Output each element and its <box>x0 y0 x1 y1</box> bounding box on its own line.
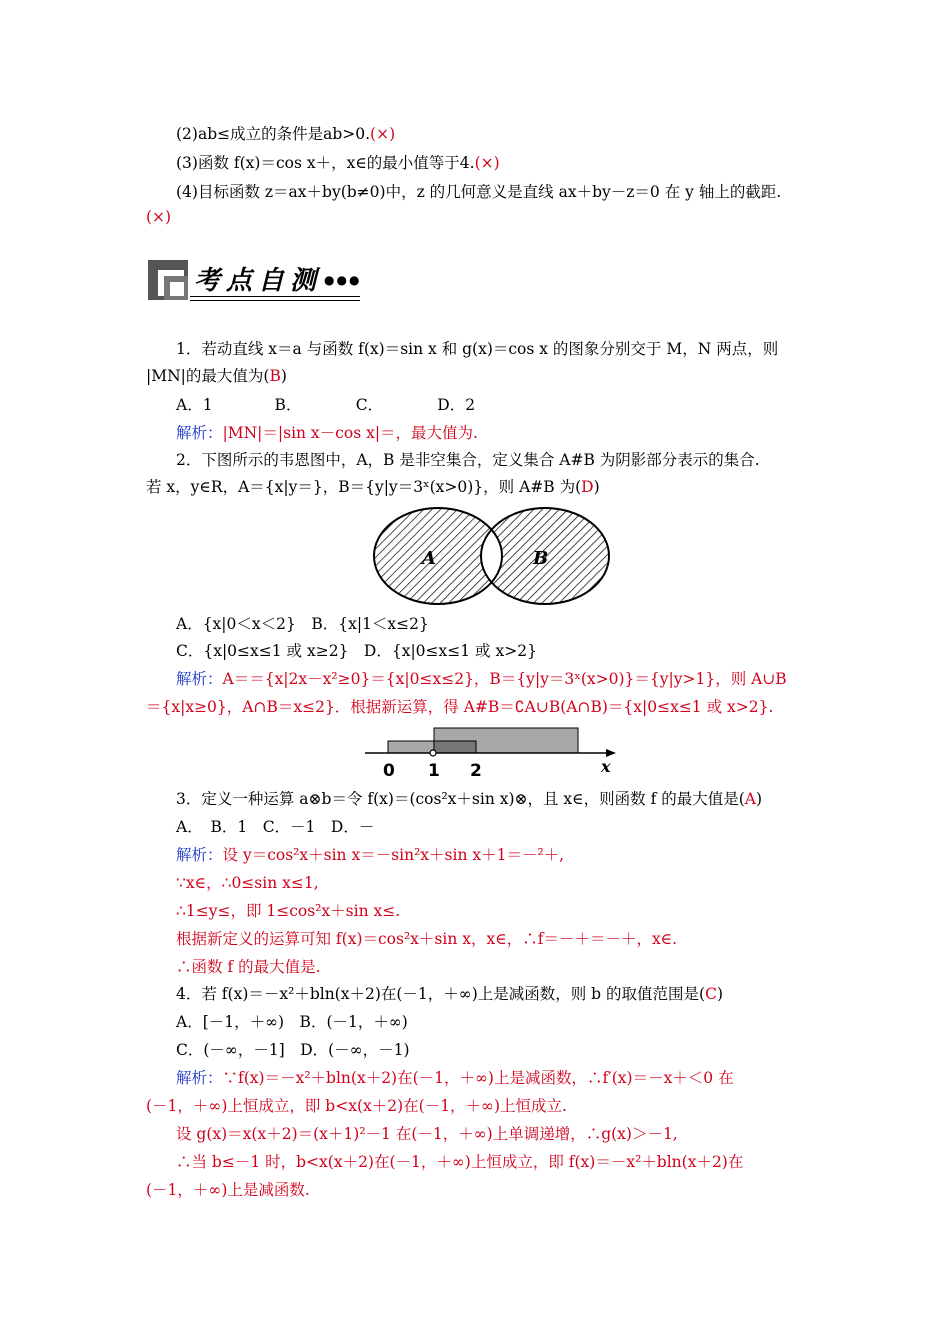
q3-solution-5: ∴函数 f 的最大值是. <box>176 958 321 976</box>
q2-solution-1: 解析：A＝＝{x|2x－x²≥0}＝{x|0≤x≤2}，B＝{y|y＝3ˣ(x>0)}＝{y|y>1}，则 A∪B <box>176 670 787 688</box>
solution-label: 解析： <box>176 846 223 864</box>
judgment-2: (2)ab≤成立的条件是ab>0.(×) <box>176 125 396 143</box>
section-rule <box>190 296 360 301</box>
q1-answer: B <box>269 367 281 385</box>
q3-options: A． B．1 C．－1 D．－ <box>176 818 375 836</box>
section-title: 考点自测 <box>194 266 323 296</box>
section-banner-icon <box>146 258 190 304</box>
q4-solution-2: (－1，＋∞)上恒成立，即 b<x(x＋2)在(－1，＋∞)上恒成立. <box>146 1097 567 1115</box>
venn-diagram <box>370 503 615 609</box>
q4-solution-1: 解析：∵f(x)＝－x²＋bln(x＋2)在(－1，＋∞)上是减函数，∴f′(x)＝－x＋＜0 在 <box>176 1069 734 1087</box>
solution-label: 解析： <box>176 424 223 442</box>
q2-solution-2: ＝{x|x≥0}，A∩B＝x≤2}．根据新运算，得 A#B＝∁A∪B(A∩B)＝{x|0≤x≤1 或 x>2}. <box>146 698 774 716</box>
q3-solution-3: ∴1≤y≤，即 1≤cos²x＋sin x≤. <box>176 902 401 920</box>
judgment-4: (4)目标函数 z＝ax＋by(b≠0)中，z 的几何意义是直线 ax＋by－z＝0 在 y 轴上的截距. <box>176 183 782 201</box>
q2-stem-2: 若 x，y∈R，A＝{x|y＝}，B＝{y|y＝3ˣ(x>0)}，则 A#B 为(D) <box>146 478 600 496</box>
q3-solution-2: ∵x∈，∴0≤sin x≤1, <box>176 874 319 892</box>
axis-label-0: 0 <box>383 761 395 781</box>
q2-stem: 2．下图所示的韦恩图中，A，B 是非空集合，定义集合 A#B 为阴影部分表示的集合. <box>176 451 760 469</box>
q3-answer: A <box>744 790 756 808</box>
section-dots: ●●● <box>324 273 362 287</box>
q3-solution-4: 根据新定义的运算可知 f(x)＝cos²x＋sin x，x∈，∴f＝－＋＝－＋，x∈. <box>176 930 678 948</box>
q4-solution-4: ∴当 b≤－1 时，b<x(x＋2)在(－1，＋∞)上恒成立，即 f(x)＝－x²＋bln(x＋2)在 <box>176 1153 744 1171</box>
q4-stem: 4．若 f(x)＝－x²＋bln(x＋2)在(－1，＋∞)上是减函数，则 b 的取值范围是(C) <box>176 985 724 1003</box>
q4-options-2: C．(－∞，－1] D．(－∞，－1) <box>176 1041 410 1059</box>
q4-solution-5: (－1，＋∞)上是减函数. <box>146 1181 310 1199</box>
q4-options-1: A．[－1，＋∞) B．(－1，＋∞) <box>176 1013 408 1031</box>
judgment-4-mark <box>146 207 171 227</box>
q1-solution: 解析：|MN|＝|sin x－cos x|＝，最大值为. <box>176 424 478 442</box>
q4-solution-3: 设 g(x)＝x(x＋2)＝(x＋1)²－1 在(－1，＋∞)上单调递增，∴g(x)＞－1, <box>176 1125 678 1143</box>
solution-label: 解析： <box>176 670 223 688</box>
q1-stem: 1．若动直线 x＝a 与函数 f(x)＝sin x 和 g(x)＝cos x 的图象分别交于 M，N 两点，则 <box>176 340 779 358</box>
wrong-mark: (×) <box>474 154 500 172</box>
axis-var: x <box>601 757 611 776</box>
axis-label-1: 1 <box>428 761 440 781</box>
q3-stem: 3．定义一种运算 a⊗b＝令 f(x)＝(cos²x＋sin x)⊗，且 x∈，则函数 f 的最大值是(A) <box>176 790 763 808</box>
venn-label-a: A <box>422 548 436 569</box>
venn-label-b: B <box>533 548 549 569</box>
judgment-3: (3)函数 f(x)＝cos x＋，x∈的最小值等于4.(×) <box>176 154 500 172</box>
q2-options-1: A．{x|0＜x＜2} B．{x|1＜x≤2} <box>176 615 429 633</box>
q3-solution-1: 解析：设 y＝cos²x＋sin x＝－sin²x＋sin x＋1＝－²＋, <box>176 846 565 864</box>
q1-options: A．1 B． C． D．2 <box>176 396 476 414</box>
number-line-figure <box>360 725 620 783</box>
q2-answer: D <box>581 478 594 496</box>
q1-stem-2: |MN|的最大值为(B) <box>146 367 287 385</box>
wrong-mark: (×) <box>370 125 396 143</box>
solution-label: 解析： <box>176 1069 223 1087</box>
axis-label-2: 2 <box>470 761 482 781</box>
section-banner <box>146 258 360 304</box>
wrong-mark: (×) <box>146 208 172 226</box>
q2-options-2: C．{x|0≤x≤1 或 x≥2} D．{x|0≤x≤1 或 x>2} <box>176 642 537 660</box>
q4-answer: C <box>705 985 717 1003</box>
